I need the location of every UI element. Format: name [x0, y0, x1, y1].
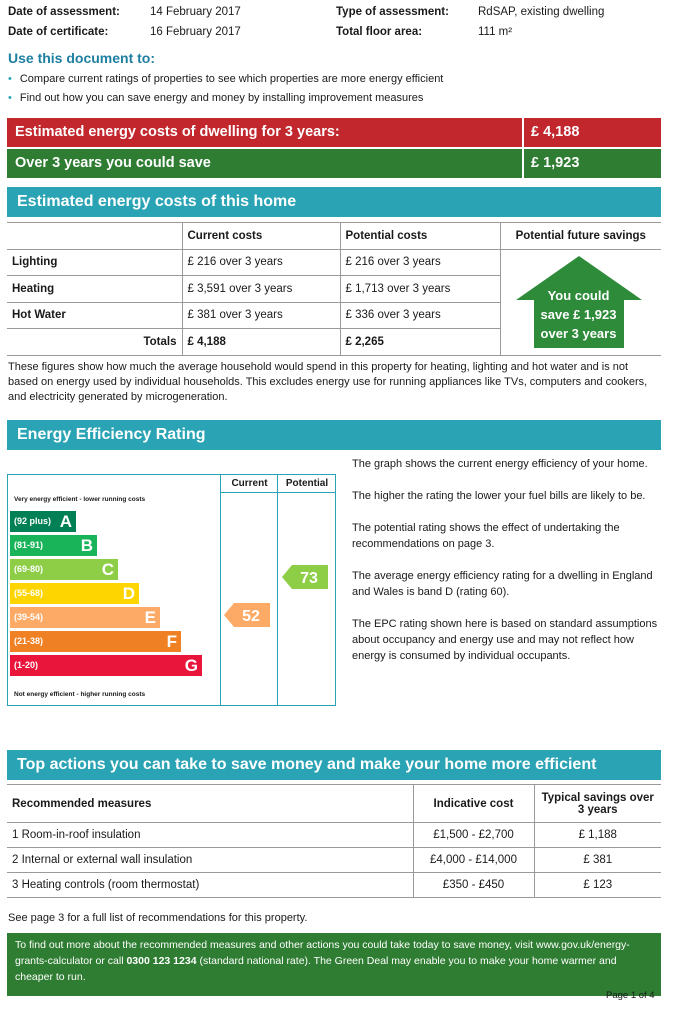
eer-band-letter: C: [101, 560, 114, 579]
eer-paragraph: The graph shows the current energy efficiency of your home.: [352, 458, 648, 470]
eer-band-c: [10, 559, 118, 580]
date-assessment-label: Date of assessment:: [8, 6, 120, 18]
table-row: [7, 823, 661, 848]
bullet-icon: •: [8, 73, 12, 85]
savings-house-cell: [500, 249, 661, 355]
eer-band-e: [10, 607, 160, 628]
totals-current: £ 4,188: [182, 329, 340, 356]
date-assessment-value: 14 February 2017: [150, 6, 241, 18]
footer-phone: 0300 123 1234: [126, 955, 197, 967]
row-current: £ 3,591 over 3 years: [182, 276, 340, 303]
table-row: [7, 873, 661, 898]
use-doc-bullet-2: [8, 92, 423, 104]
eer-band-range: (69-80): [14, 564, 44, 574]
action-cost: £1,500 - £2,700: [413, 823, 534, 848]
footer-text-pre: To find out more about the recommended measures and other actions you could take today to save money, visit www.gov.uk/energy-grants-calculator or call: [15, 939, 630, 967]
eer-band-range: (21-38): [14, 636, 44, 646]
savings-label: Over 3 years you could save: [15, 155, 211, 171]
use-doc-bullet-text: Compare current ratings of properties to see which properties are more energy efficient: [19, 73, 444, 85]
current-rating-arrow: [224, 603, 272, 627]
row-label: Heating: [7, 276, 182, 303]
costs-header-blank: [7, 223, 182, 250]
action-measure: 2 Internal or external wall insulation: [7, 848, 413, 873]
house-line-2: save £ 1,923: [540, 306, 617, 322]
savings-bar: [7, 149, 661, 178]
row-potential: £ 336 over 3 years: [340, 302, 500, 329]
row-potential: £ 1,713 over 3 years: [340, 276, 500, 303]
costs-header-savings: Potential future savings: [500, 223, 661, 250]
eer-band-g: [10, 655, 202, 676]
action-cost: £350 - £450: [413, 873, 534, 898]
use-doc-bullet-text: Find out how you can save energy and money by installing improvement measures: [19, 92, 424, 104]
eer-band-b: [10, 535, 97, 556]
eer-band-range: (55-68): [14, 588, 44, 598]
page-number: Page 1 of 4: [606, 990, 655, 1001]
eer-potential-header: Potential: [285, 478, 329, 489]
row-label: Hot Water: [7, 302, 182, 329]
eer-paragraph: The average energy efficiency rating for a dwelling in England and Wales is band D (rating 60).: [352, 570, 653, 598]
eer-paragraph: The higher the rating the lower your fuel bills are likely to be.: [352, 490, 646, 502]
totals-potential: £ 2,265: [340, 329, 500, 356]
totals-label: Totals: [7, 329, 182, 356]
estimated-costs-label: Estimated energy costs of dwelling for 3 years:: [15, 124, 340, 140]
eer-band-f: [10, 631, 181, 652]
see-page-note: See page 3 for a full list of recommendations for this property.: [8, 912, 308, 924]
costs-table: [7, 222, 661, 356]
costs-header-current: Current costs: [182, 223, 340, 250]
actions-section-title: Top actions you can take to save money and make your home more efficient: [7, 750, 661, 780]
use-doc-bullet-1: [8, 73, 443, 85]
eer-band-a: [10, 511, 76, 532]
bullet-icon: •: [8, 92, 12, 104]
savings-value: £ 1,923: [522, 149, 668, 178]
action-measure: 3 Heating controls (room thermostat): [7, 873, 413, 898]
floor-area-value: 111 m²: [478, 26, 513, 38]
date-certificate-label: Date of certificate:: [8, 26, 109, 38]
footer-info-box: [7, 933, 661, 996]
row-potential: £ 216 over 3 years: [340, 249, 500, 276]
type-label: Type of assessment:: [336, 6, 449, 18]
action-savings: £ 381: [534, 848, 661, 873]
row-current: £ 216 over 3 years: [182, 249, 340, 276]
floor-area-label: Total floor area:: [336, 26, 423, 38]
actions-header-measure: Recommended measures: [7, 785, 413, 823]
eer-section-title: Energy Efficiency Rating: [7, 420, 661, 450]
action-savings: £ 1,188: [534, 823, 661, 848]
eer-band-letter: G: [184, 656, 198, 675]
house-line-3: over 3 years: [540, 325, 617, 341]
eer-chart: [7, 474, 336, 706]
table-row: [7, 848, 661, 873]
eer-band-letter: A: [59, 512, 72, 531]
use-doc-title: Use this document to:: [8, 50, 156, 66]
estimated-costs-bar: [7, 118, 661, 147]
eer-band-letter: E: [144, 608, 156, 627]
eer-band-range: (92 plus): [14, 516, 52, 526]
costs-note: These figures show how much the average household would spend in this property for heating, lighting and hot water and is not based on energy used by individual households. This excludes energy use for running appliances like TVs, computers and cookers, and electricity generated by microgeneration.: [8, 361, 648, 403]
eer-current-header: Current: [231, 478, 268, 489]
estimated-costs-value: £ 4,188: [522, 118, 668, 147]
type-value: RdSAP, existing dwelling: [478, 6, 605, 18]
potential-rating-value: 73: [300, 570, 318, 587]
action-savings: £ 123: [534, 873, 661, 898]
eer-paragraph: The EPC rating shown here is based on standard assumptions about occupancy and energy use and may not reflect how energy is consumed by individual occupants.: [352, 618, 658, 662]
eer-band-range: (81-91): [14, 540, 44, 550]
eer-top-note: Very energy efficient - lower running costs: [14, 496, 146, 503]
table-row: [7, 249, 661, 276]
eer-band-range: (39-54): [14, 612, 44, 622]
potential-rating-arrow: [282, 565, 330, 589]
eer-bottom-note: Not energy efficient - higher running costs: [14, 691, 146, 698]
eer-band-letter: B: [80, 536, 93, 555]
action-cost: £4,000 - £14,000: [413, 848, 534, 873]
costs-section-title: Estimated energy costs of this home: [7, 187, 661, 217]
actions-header-savings: Typical savings over 3 years: [534, 785, 661, 823]
action-measure: 1 Room-in-roof insulation: [7, 823, 413, 848]
current-column: [220, 475, 278, 705]
house-savings-text: [514, 286, 644, 343]
footer-text-post: (standard national rate). The Green Deal may enable you to make your home warmer and cheaper to run.: [15, 955, 617, 983]
date-certificate-value: 16 February 2017: [150, 26, 241, 38]
row-current: £ 381 over 3 years: [182, 302, 340, 329]
eer-explanation: [352, 456, 662, 664]
costs-header-potential: Potential costs: [340, 223, 500, 250]
current-rating-value: 52: [242, 608, 260, 625]
eer-band-letter: F: [166, 632, 177, 651]
actions-header-cost: Indicative cost: [413, 785, 534, 823]
eer-paragraph: The potential rating shows the effect of undertaking the recommendations on page 3.: [352, 522, 620, 550]
eer-band-range: (1-20): [14, 660, 39, 670]
actions-table: [7, 784, 661, 898]
eer-band-letter: D: [122, 584, 135, 603]
house-line-1: You could: [547, 287, 610, 303]
eer-band-d: [10, 583, 139, 604]
row-label: Lighting: [7, 249, 182, 276]
